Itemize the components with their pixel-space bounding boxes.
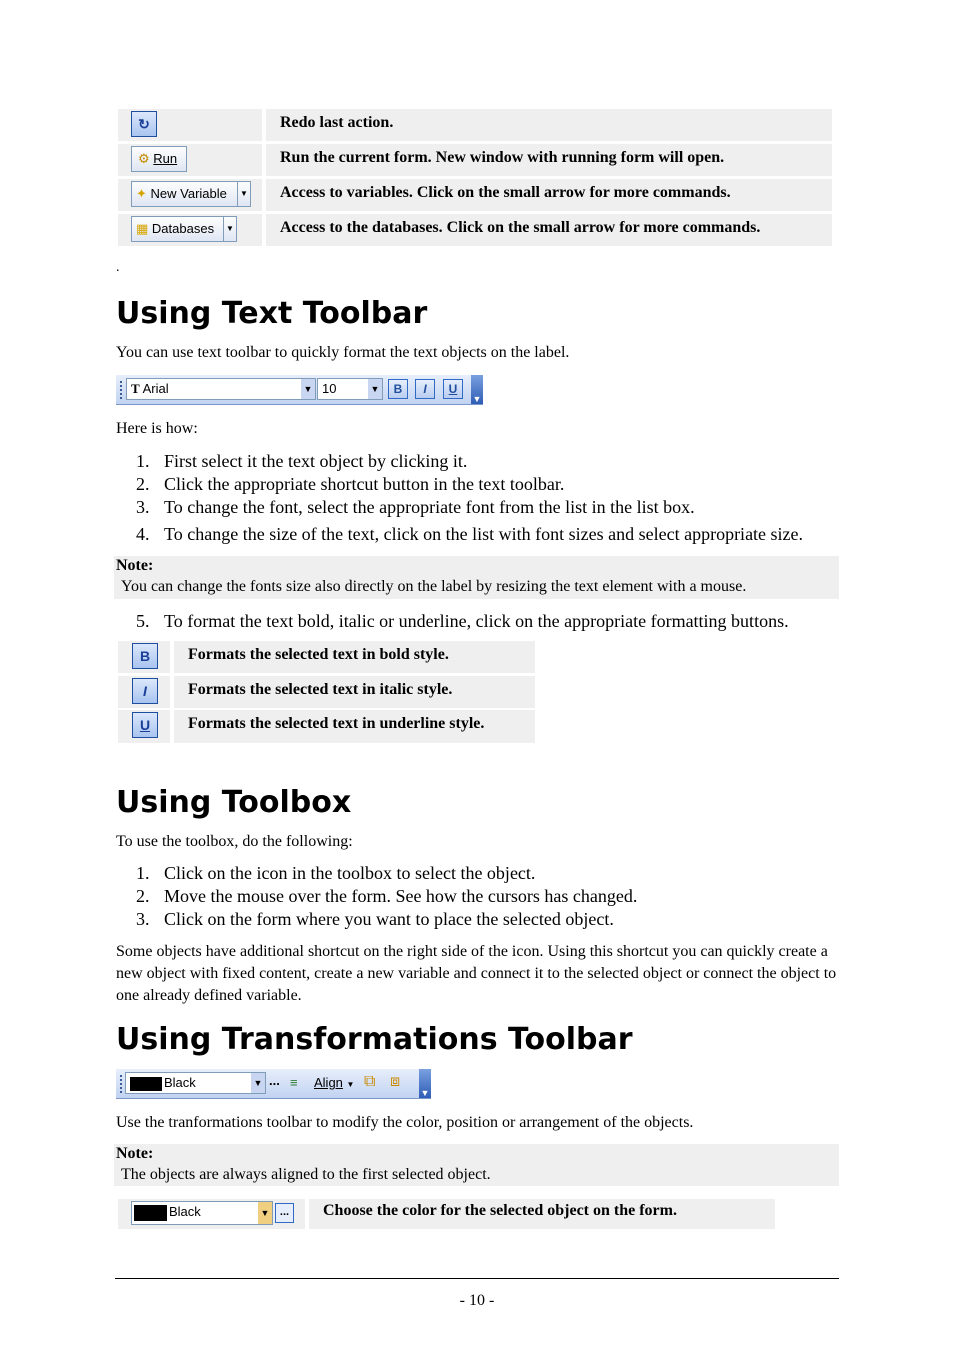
redo-icon[interactable]: ↻ [131,111,157,137]
toolbar-grip[interactable] [120,381,122,399]
toolbar-grip[interactable] [120,1075,122,1093]
italic-button[interactable]: I [415,379,435,399]
more-colors-button[interactable]: ... [269,1073,280,1088]
list-item: 4. To change the size of the text, click on the list with font sizes and select appropriate size. [136,524,804,544]
row-description: Formats the selected text in underline style. [174,710,535,743]
run-icon: ⚙ [138,151,150,166]
italic-icon[interactable]: I [132,678,158,704]
body-paragraph: Some objects have additional shortcut on the right side of the icon. Using this shortcut you can quickly create a new object with fixed content, create a new variable and connect it to the selected object or connect the object to one already defined variable. [116,943,837,1004]
row-description: Run the current form. New window with running form will open. [266,144,832,176]
stray-dot: . [116,260,120,275]
intro-text: You can use text toolbar to quickly format the text objects on the label. [116,344,570,361]
intro-text: Use the tranformations toolbar to modify the color, position or arrangement of the objects. [116,1114,694,1131]
list-item: 2. Click the appropriate shortcut button in the text toolbar. [136,474,565,494]
chevron-down-icon[interactable]: ▼ [258,1202,272,1224]
text-toolbar [116,375,483,405]
chevron-down-icon[interactable]: ▼ [368,379,382,399]
databases-button[interactable]: ▦ Databases ▼ [131,216,237,242]
section-heading: Using Toolbox [116,785,352,820]
note-box [114,1144,839,1186]
new-variable-icon: ✦ [136,186,147,201]
row-description: Redo last action. [266,109,832,141]
transformations-toolbar [116,1069,431,1099]
underline-icon[interactable]: U [132,712,158,738]
font-select[interactable]: T Arial ▼ [126,378,316,400]
row-description: Access to the databases. Click on the small arrow for more commands. [266,214,832,246]
bring-to-front-icon[interactable]: ⧉ [364,1073,376,1090]
chevron-down-icon[interactable]: ▼ [251,1073,265,1093]
row-description: Formats the selected text in bold style. [174,641,535,673]
color-select[interactable]: Black ▼ [125,1072,266,1094]
row-description: Choose the color for the selected object on the form. [309,1199,775,1229]
send-to-back-icon[interactable]: ⧈ [390,1073,401,1090]
note-text: The objects are always aligned to the first selected object. [121,1166,491,1183]
page-number: - 10 - [459,1292,495,1309]
row-description: Formats the selected text in italic style. [174,676,535,708]
list-item: 3. To change the font, select the appropriate font from the list in the list box. [136,497,695,517]
chevron-down-icon[interactable]: ▼ [301,379,315,399]
new-variable-button[interactable]: ✦ New Variable ▼ [131,181,251,207]
underline-button[interactable]: U [443,379,463,399]
chevron-down-icon: ▼ [346,1080,355,1089]
how-label: Here is how: [116,420,198,437]
bold-button[interactable]: B [388,379,408,399]
list-item: 2. Move the mouse over the form. See how the cursors has changed. [136,886,638,906]
footer-divider [115,1278,839,1279]
intro-text: To use the toolbox, do the following: [116,833,353,850]
list-item: 3. Click on the form where you want to place the selected object. [136,909,614,929]
color-swatch [134,1205,167,1221]
align-icon: ≡ [290,1075,298,1090]
font-icon: T [131,381,140,396]
color-select[interactable]: Black ▼ [131,1201,273,1225]
section-heading: Using Text Toolbar [116,296,428,331]
toolbar-options-icon[interactable]: ▼ [419,1069,431,1098]
list-item: 1. Click on the icon in the toolbox to select the object. [136,863,536,883]
color-swatch [130,1077,162,1091]
chevron-down-icon[interactable]: ▼ [223,217,236,241]
databases-icon: ▦ [136,221,149,236]
align-button[interactable]: Align ▼ [314,1075,355,1090]
note-text: You can change the fonts size also directly on the label by resizing the text element with a mouse. [121,578,747,595]
note-title: Note: [116,557,154,574]
note-box [114,556,839,599]
run-button[interactable]: ⚙ Run [131,146,187,172]
note-title: Note: [116,1145,154,1162]
more-colors-button[interactable]: ... [275,1203,294,1223]
chevron-down-icon[interactable]: ▼ [237,182,250,206]
list-item: 1. First select it the text object by clicking it. [136,451,468,471]
font-size-select[interactable]: 10 ▼ [317,378,383,400]
row-description: Access to variables. Click on the small arrow for more commands. [266,179,832,211]
bold-icon[interactable]: B [132,643,158,669]
toolbar-options-icon[interactable]: ▼ [471,375,483,404]
list-item: 5. To format the text bold, italic or underline, click on the appropriate formatting buttons. [136,611,789,631]
section-heading: Using Transformations Toolbar [116,1022,633,1057]
